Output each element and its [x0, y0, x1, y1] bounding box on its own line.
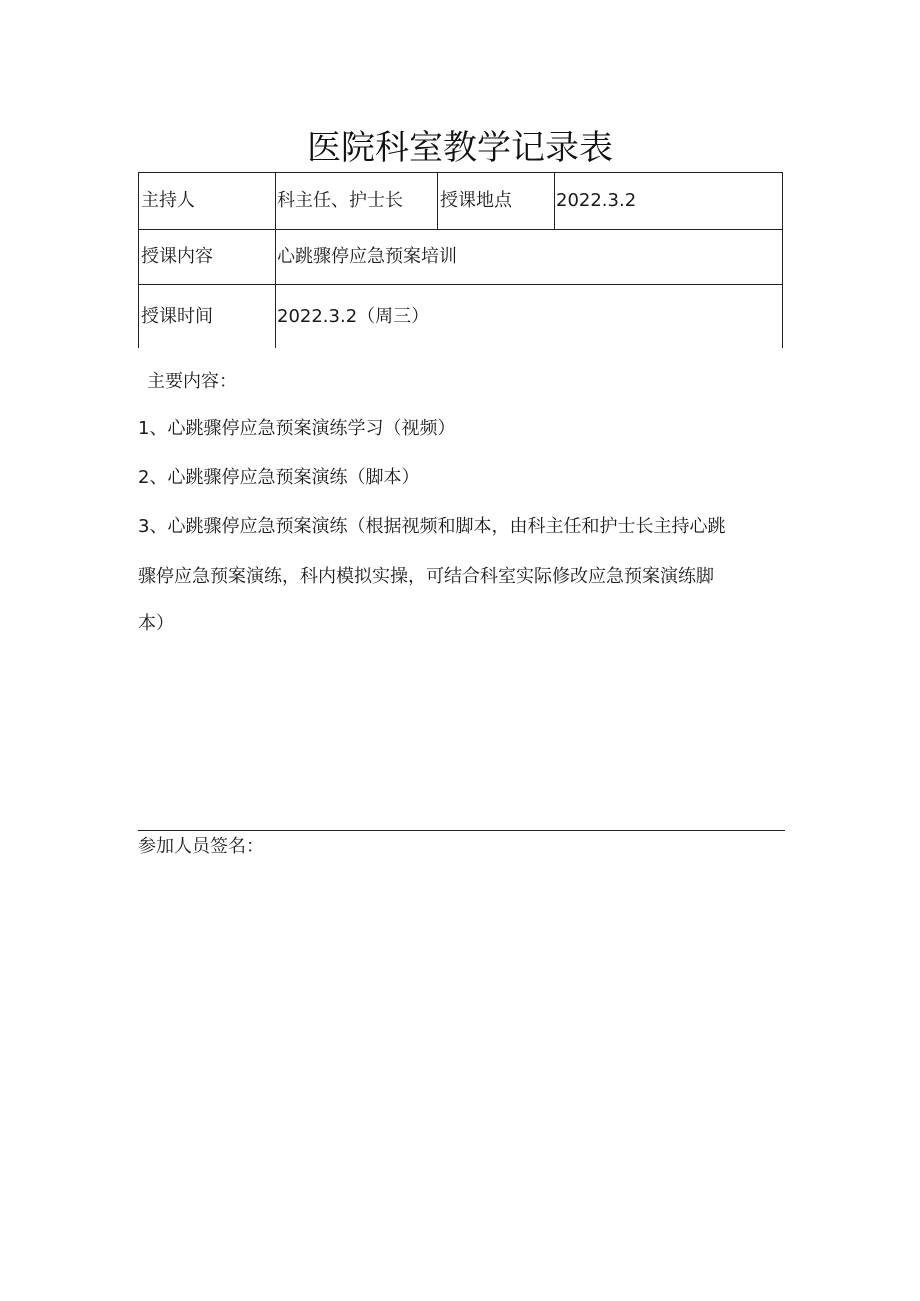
table-row-divider — [138, 229, 783, 230]
content-item-continued: 骤停应急预案演练，科内模拟实操，可结合科室实际修改应急预案演练脚 — [138, 566, 714, 587]
main-content-heading: 主要内容： — [147, 371, 237, 392]
content-value: 心跳骤停应急预案培训 — [277, 246, 457, 267]
content-item: 3、心跳骤停应急预案演练（根据视频和脚本，由科主任和护士长主持心跳 — [138, 516, 726, 537]
content-item-continued: 本） — [138, 613, 174, 634]
table-column-divider — [554, 172, 555, 229]
content-item: 1、心跳骤停应急预案演练学习（视频） — [138, 418, 456, 439]
signature-divider — [138, 830, 785, 831]
place-label: 授课地点 — [440, 190, 512, 211]
time-value: 2022.3.2（周三） — [277, 306, 430, 327]
table-row-divider — [138, 284, 783, 285]
table-column-divider — [275, 172, 276, 348]
content-label: 授课内容 — [141, 246, 213, 267]
record-table — [138, 172, 783, 348]
place-value: 2022.3.2 — [556, 190, 637, 211]
table-border-top — [138, 172, 783, 173]
table-column-divider — [437, 172, 438, 229]
host-value: 科主任、护士长 — [277, 190, 403, 211]
host-label: 主持人 — [141, 190, 195, 211]
table-border-left — [138, 172, 139, 348]
time-label: 授课时间 — [141, 306, 213, 327]
signature-label: 参加人员签名： — [138, 836, 264, 857]
page-title: 医院科室教学记录表 — [307, 128, 613, 168]
table-border-right — [782, 172, 783, 348]
content-item: 2、心跳骤停应急预案演练（脚本） — [138, 467, 420, 488]
